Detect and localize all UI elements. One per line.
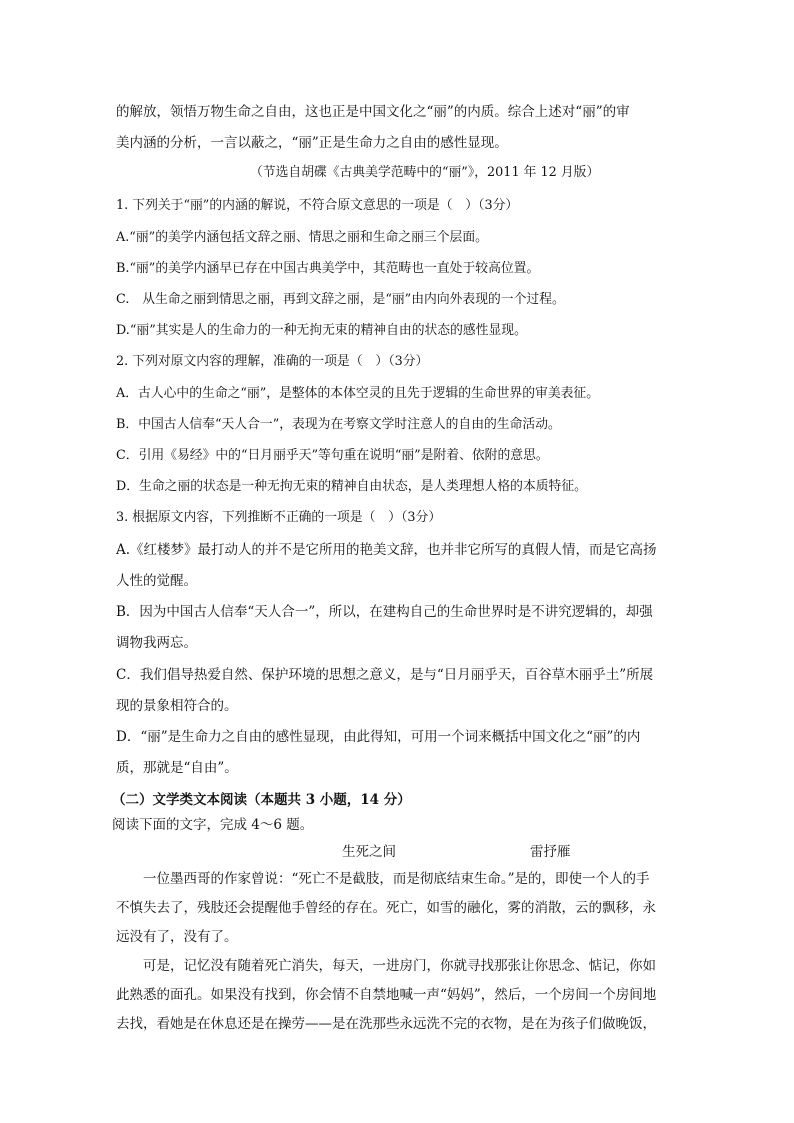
q3-option-d-line-2: 质，那就是“自由”。	[116, 760, 238, 776]
q1-option-b: B.“丽”的美学内涵早已存在中国古典美学中，其范畴也一直处于较高位置。	[116, 261, 540, 276]
paragraph-1-line-1: 一位墨西哥的作家曾说：“死亡不是截肢，而是彻底结束生命。”是的，即使一个人的手	[143, 871, 650, 887]
q3-option-c-line-2: 现的景象相符合的。	[116, 698, 238, 714]
q3-option-b-line-2: 调物我两忘。	[116, 635, 197, 651]
article-author: 雷抒雁	[530, 844, 571, 860]
q1-option-d: D.“丽”其实是人的生命力的一种无拘无束的精神自由的状态的感性显现。	[116, 323, 527, 338]
passage-line-1: 的解放，领悟万物生命之自由，这也正是中国文化之“丽”的内质。综合上述对“丽”的审	[116, 104, 630, 120]
q2-option-a: A．古人心中的生命之“丽”，是整体的本体空灵的且先于逻辑的生命世界的审美表征。	[116, 386, 600, 401]
q2-option-c: C．引用《易经》中的“日月丽乎天”等句重在说明“丽”是附着、依附的意思。	[116, 448, 549, 463]
q3-option-d-line-1: D．“丽”是生命力之自由的感性显现，由此得知，可用一个词来概括中国文化之“丽”的内	[116, 729, 641, 745]
q3-option-a-line-2: 人性的觉醒。	[116, 573, 197, 589]
q2-option-b: B．中国古人信奉“天人合一”，表现为在考察文学时注意人的自由的生命活动。	[116, 417, 561, 432]
question-1-stem: 1. 下列关于“丽”的内涵的解说，不符合原文意思的一项是（ ）（3分）	[116, 198, 519, 213]
source-citation: （节选自胡碟《古典美学范畴中的“丽”》，2011 年 12 月版）	[250, 165, 600, 180]
question-2-stem: 2. 下列对原文内容的理解，准确的一项是（ ）（3分）	[116, 354, 429, 369]
q3-option-b-line-1: B．因为中国古人信奉“天人合一”，所以，在建构自己的生命世界时是不讲究逻辑的，却强	[116, 604, 653, 620]
section-2-heading: （二）文学类文本阅读（本题共 3 小题，14 分）	[112, 792, 411, 808]
paragraph-2-line-2: 此熟悉的面孔。如果没有找到，你会情不自禁地喊一声“妈妈”，然后，一个房间一个房间地	[116, 987, 657, 1003]
paragraph-2-line-1: 可是，记忆没有随着死亡消失，每天，一进房门，你就寻找那张让你思念、惦记，你如	[143, 958, 656, 974]
q2-option-d: D．生命之丽的状态是一种无拘无束的精神自由状态，是人类理想人格的本质特征。	[116, 479, 587, 494]
section-2-instruction: 阅读下面的文字，完成 4～6 题。	[112, 817, 314, 833]
paragraph-1-line-3: 远没有了，没有了。	[116, 929, 238, 945]
q1-option-a: A.“丽”的美学内涵包括文辞之丽、情思之丽和生命之丽三个层面。	[116, 230, 488, 245]
q3-option-a-line-1: A.《红楼梦》最打动人的并不是它所用的艳美文辞，也并非它所写的真假人情，而是它高扬	[116, 542, 657, 558]
paragraph-2-line-3: 去找，看她是在休息还是在操劳——是在洗那些永远洗不完的衣物，是在为孩子们做晚饭，	[116, 1016, 656, 1032]
question-3-stem: 3. 根据原文内容，下列推断不正确的一项是（ ）（3分）	[116, 510, 442, 525]
paragraph-1-line-2: 不慎失去了，残肢还会提醒他手曾经的存在。死亡，如雪的融化，雾的消散，云的飘移，永	[116, 900, 656, 916]
passage-line-2: 美内涵的分析，一言以蔽之，“丽”正是生命力之自由的感性显现。	[116, 135, 508, 151]
q3-option-c-line-1: C．我们倡导热爱自然、保护环境的思想之意义，是与“日月丽乎天，百谷草木丽乎土”所展	[116, 667, 654, 683]
article-title: 生死之间	[342, 844, 396, 860]
q1-option-c: C. 从生命之丽到情思之丽，再到文辞之丽，是“丽”由内向外表现的一个过程。	[116, 292, 565, 307]
